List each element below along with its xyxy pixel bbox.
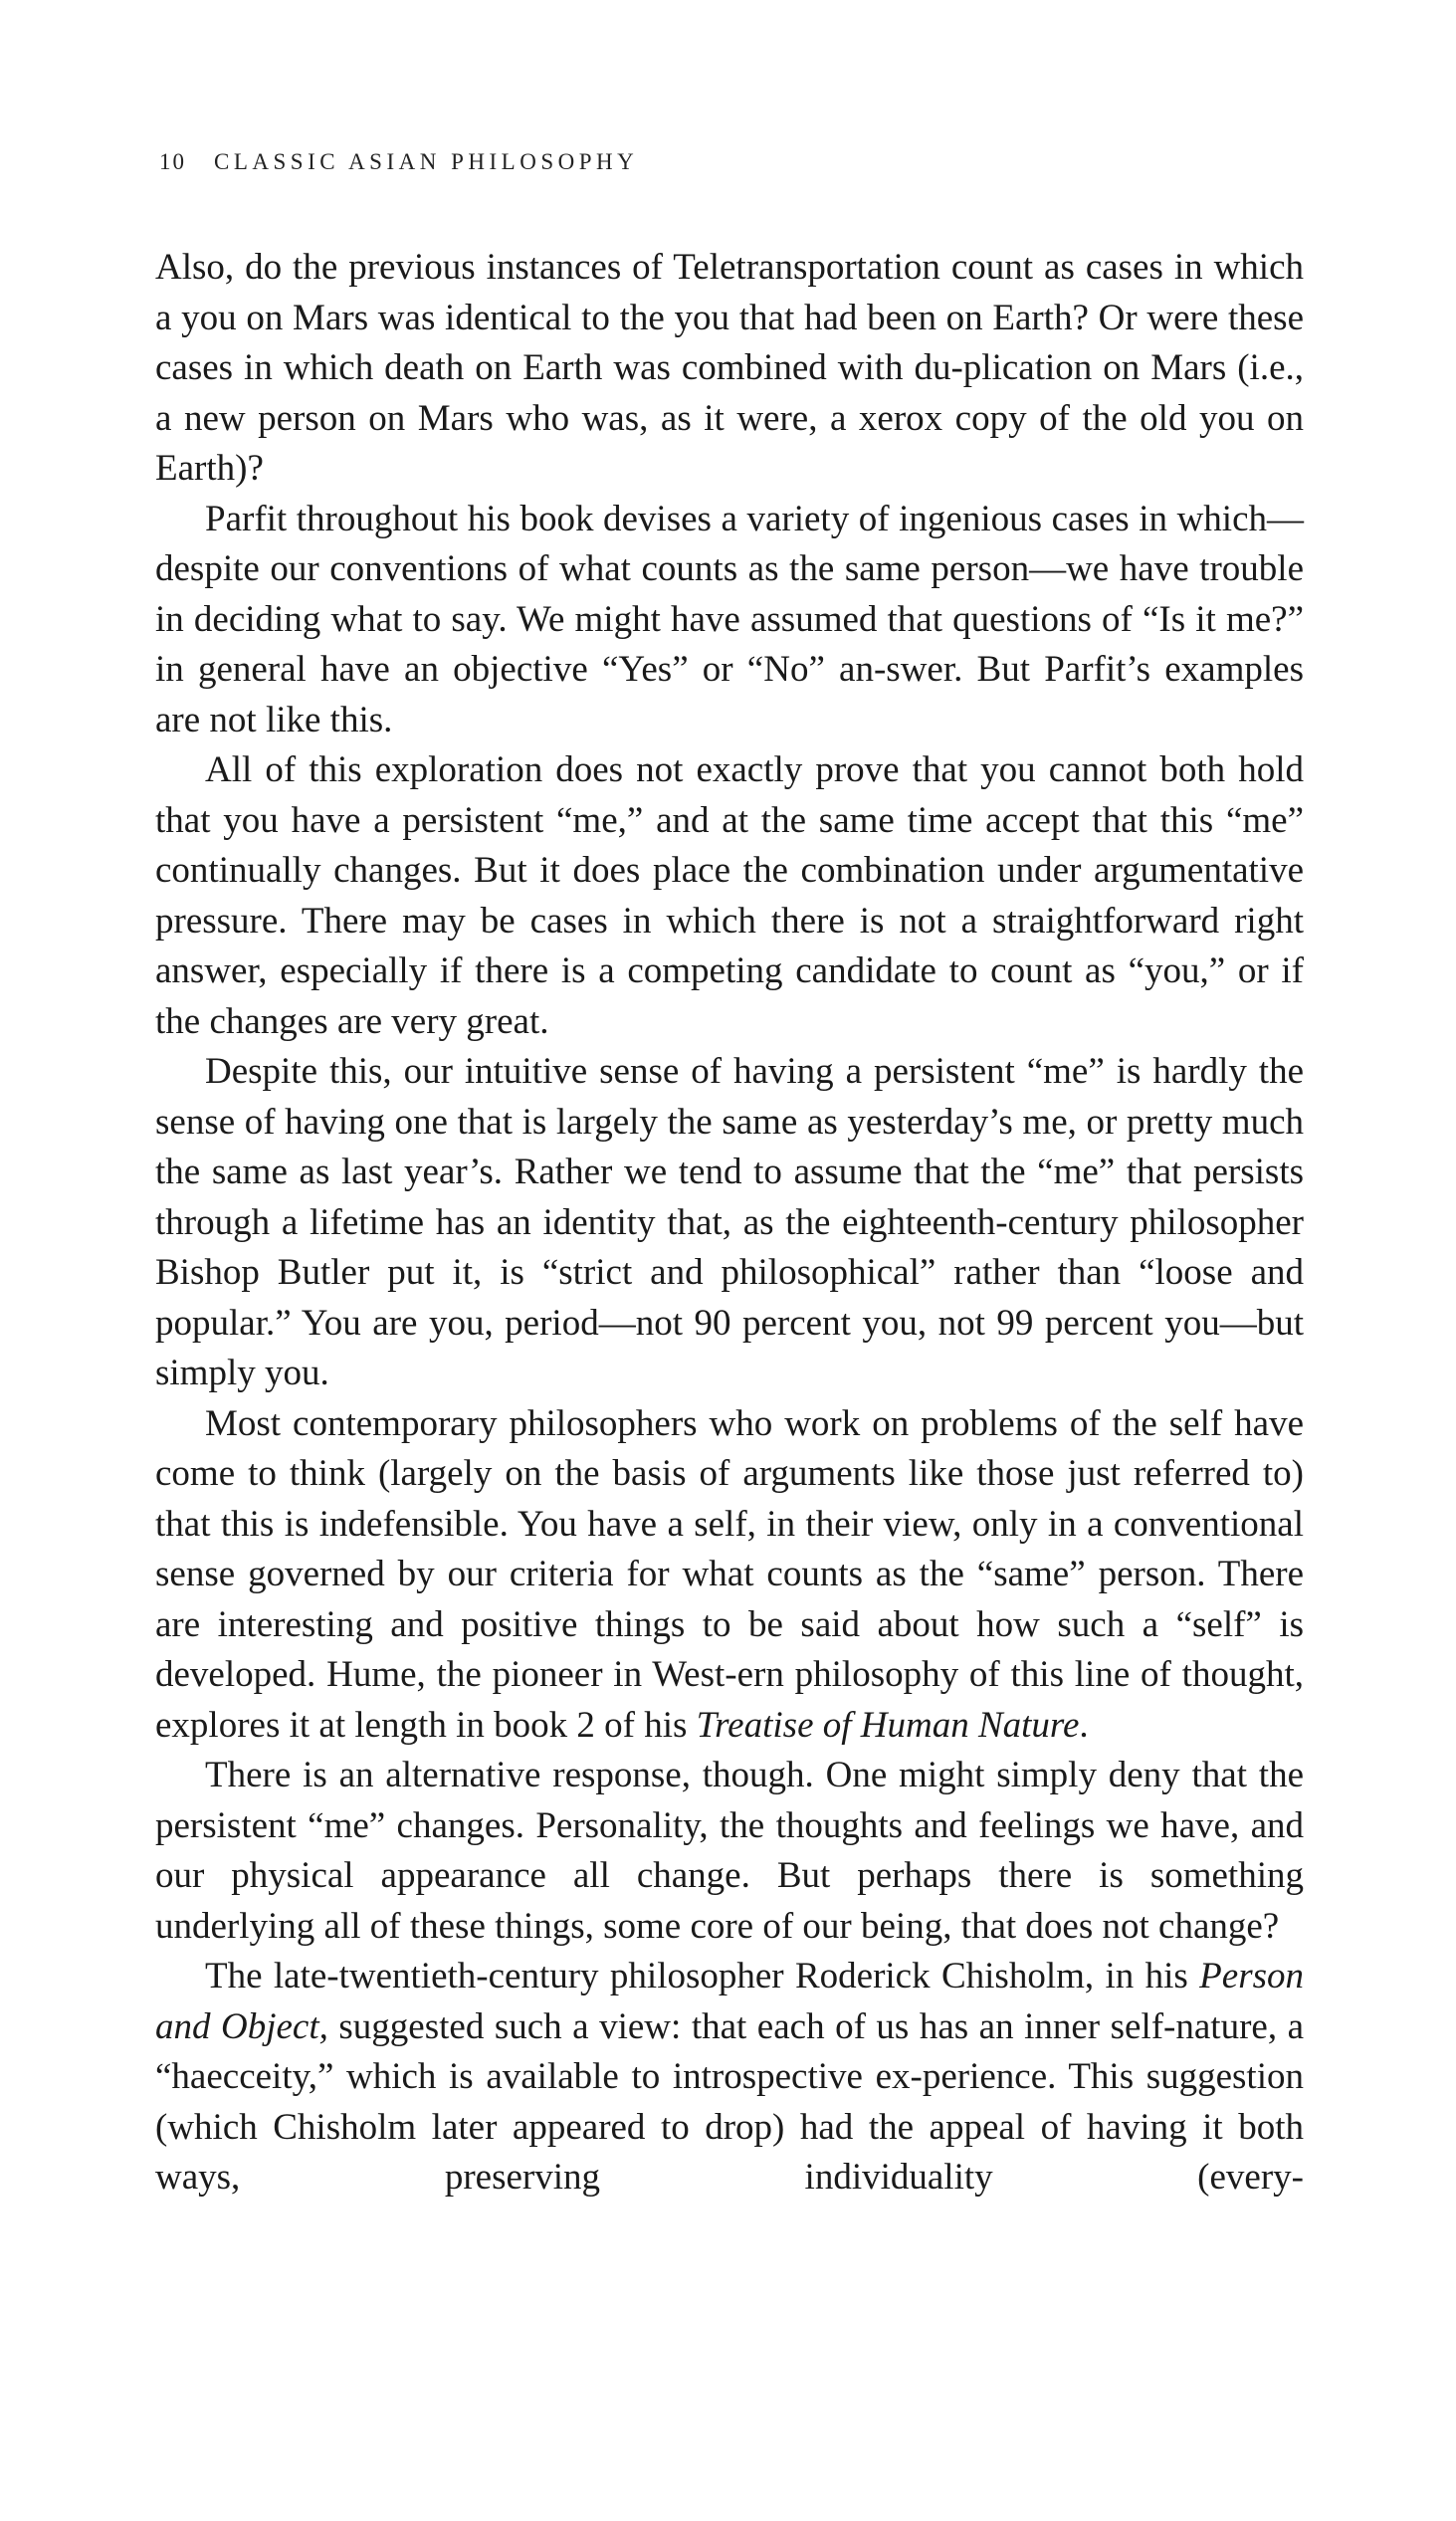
paragraph-3: All of this exploration does not exactly prove that you cannot both hold that you have a persistent “me,” and at the same time accept that this “me” continually changes. But it does place the combination under argumentative pressure. There may be cases in which there is not a straightforward right answer, especially if there is a competing candidate to count as “you,” or if the changes are very great.: [155, 749, 1304, 1042]
paragraph-7: [155, 1952, 1304, 2204]
running-head: [159, 149, 638, 175]
book-title-treatise: Treatise of Human Nature: [696, 1704, 1080, 1746]
body-text: [155, 243, 1304, 2204]
paragraph-1: Also, do the previous instances of Teletransportation count as cases in which a you on Mars was identical to the you that had been on Earth? Or were these cases in which death on Earth was combined with du-plication on Mars (i.e., a new person on Mars who was, as it were, a xerox copy of the old you on Earth)?: [155, 247, 1304, 489]
page-number: 10: [159, 149, 186, 174]
paragraph-7-end: suggested such a view: that each of us has an inner self-nature, a “haecceity,” which is available to introspective ex-perience. This suggestion (which Chisholm later appeared to drop) had the appeal of having it both ways, preserving individuality (every-: [155, 2005, 1305, 2198]
paragraph-5-end: .: [1079, 1704, 1089, 1746]
paragraph-5-text: Most contemporary philosophers who work on problems of the self have come to think (largely on the basis of arguments like those just referred to) that this is indefensible. You have a self, in their view, only in a conventional sense governed by our criteria for what counts as the “same” person. There are interesting and positive things to be said about how such a “self” is developed. Hume, the pioneer in West-ern philosophy of this line of thought, explores it at length in book 2 of his: [155, 1402, 1304, 1746]
paragraph-2: Parfit throughout his book devises a variety of ingenious cases in which—despite our conventions of what counts as the same person—we have trouble in deciding what to say. We might have assumed that questions of “Is it me?” in general have an objective “Yes” or “No” an-swer. But Parfit’s examples are not like this.: [155, 498, 1304, 740]
book-title-person-and-object: Person and Object,: [155, 1956, 1304, 2047]
paragraph-4: Despite this, our intuitive sense of having a persistent “me” is hardly the sense of having one that is largely the same as yesterday’s me, or pretty much the same as last year’s. Rather we tend to assume that the “me” that persists through a lifetime has an identity that, as the eighteenth-century philosopher Bishop Butler put it, is “strict and philosophical” rather than “loose and popular.” You are you, period—not 90 percent you, not 99 percent you—but simply you.: [155, 1051, 1304, 1393]
paragraph-7-text: The late-twentieth-century philosopher Roderick Chisholm, in his: [205, 1956, 1200, 1996]
paragraph-6: There is an alternative response, though. One might simply deny that the persistent “me” changes. Personality, the thoughts and feelings we have, and our physical appearance all change. But perhaps there is something underlying all of these things, some core of our being, that does not change?: [155, 1755, 1304, 1947]
paragraph-5: [155, 1399, 1304, 1752]
running-title: CLASSIC ASIAN PHILOSOPHY: [214, 149, 639, 174]
